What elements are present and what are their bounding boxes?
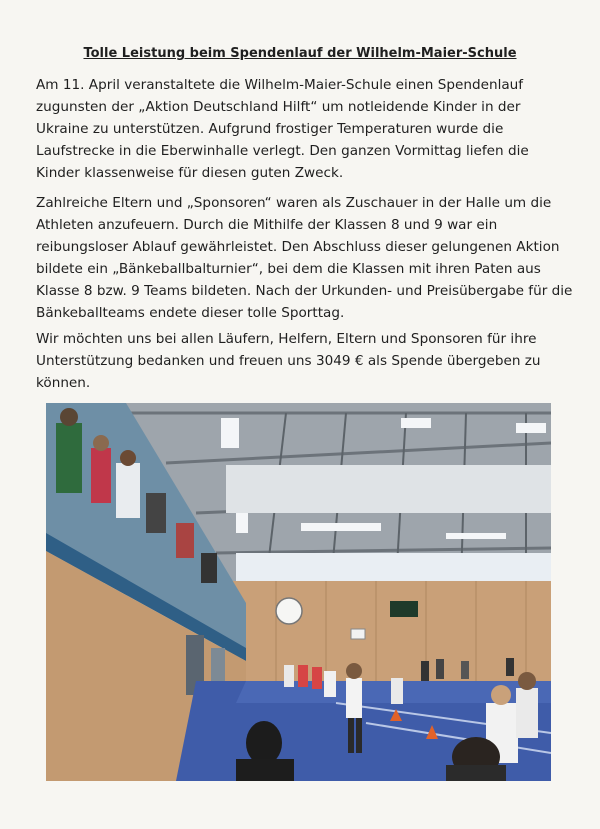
ventilation-duct — [226, 465, 551, 513]
back-wall — [226, 581, 551, 681]
basketball-hoop — [351, 629, 365, 639]
paragraph-event: Zahlreiche Eltern und „Sponsoren“ waren als Zuschauer in der Halle um die Athleten anzufeuern. Durch die Mithilfe der Klassen 8 und 9 war ein reibungsloser Ablauf gewährleistet. Den Abschluss dieser gelungenen Aktion bildete ein „Bänkeballbalturnier“, bei dem die Klassen mit ihren Paten aus Klasse 8 bzw. 9 Teams bildeten. Nach der Urkunden- und Preisübergabe für die Bänkeballteams endete dieser tolle Sporttag. — [36, 195, 573, 321]
windows — [236, 553, 551, 581]
clock-icon — [276, 598, 302, 624]
article-title: Tolle Leistung beim Spendenlauf der Wilhelm-Maier-Schule — [83, 46, 517, 61]
sports-hall-illustration — [46, 403, 551, 781]
paragraph-intro: Am 11. April veranstaltete die Wilhelm-Maier-Schule einen Spendenlauf zugunsten der „Aktion Deutschland Hilft“ um notleidende Kinder in der Ukraine zu unterstützen. Aufgrund frostiger Temperaturen wurde die Laufstrecke in die Eberwinhalle verlegt. Den ganzen Vormittag liefen die Kinder klassenweise für diesen guten Zweck. — [36, 77, 529, 181]
sports-hall-photo — [46, 403, 551, 781]
scoreboard — [390, 601, 418, 617]
paragraph-thanks: Wir möchten uns bei allen Läufern, Helfern, Eltern und Sponsoren für ihre Unterstützung bedanken und freuen uns 3049 € als Spende übergeben zu können. — [36, 331, 541, 391]
